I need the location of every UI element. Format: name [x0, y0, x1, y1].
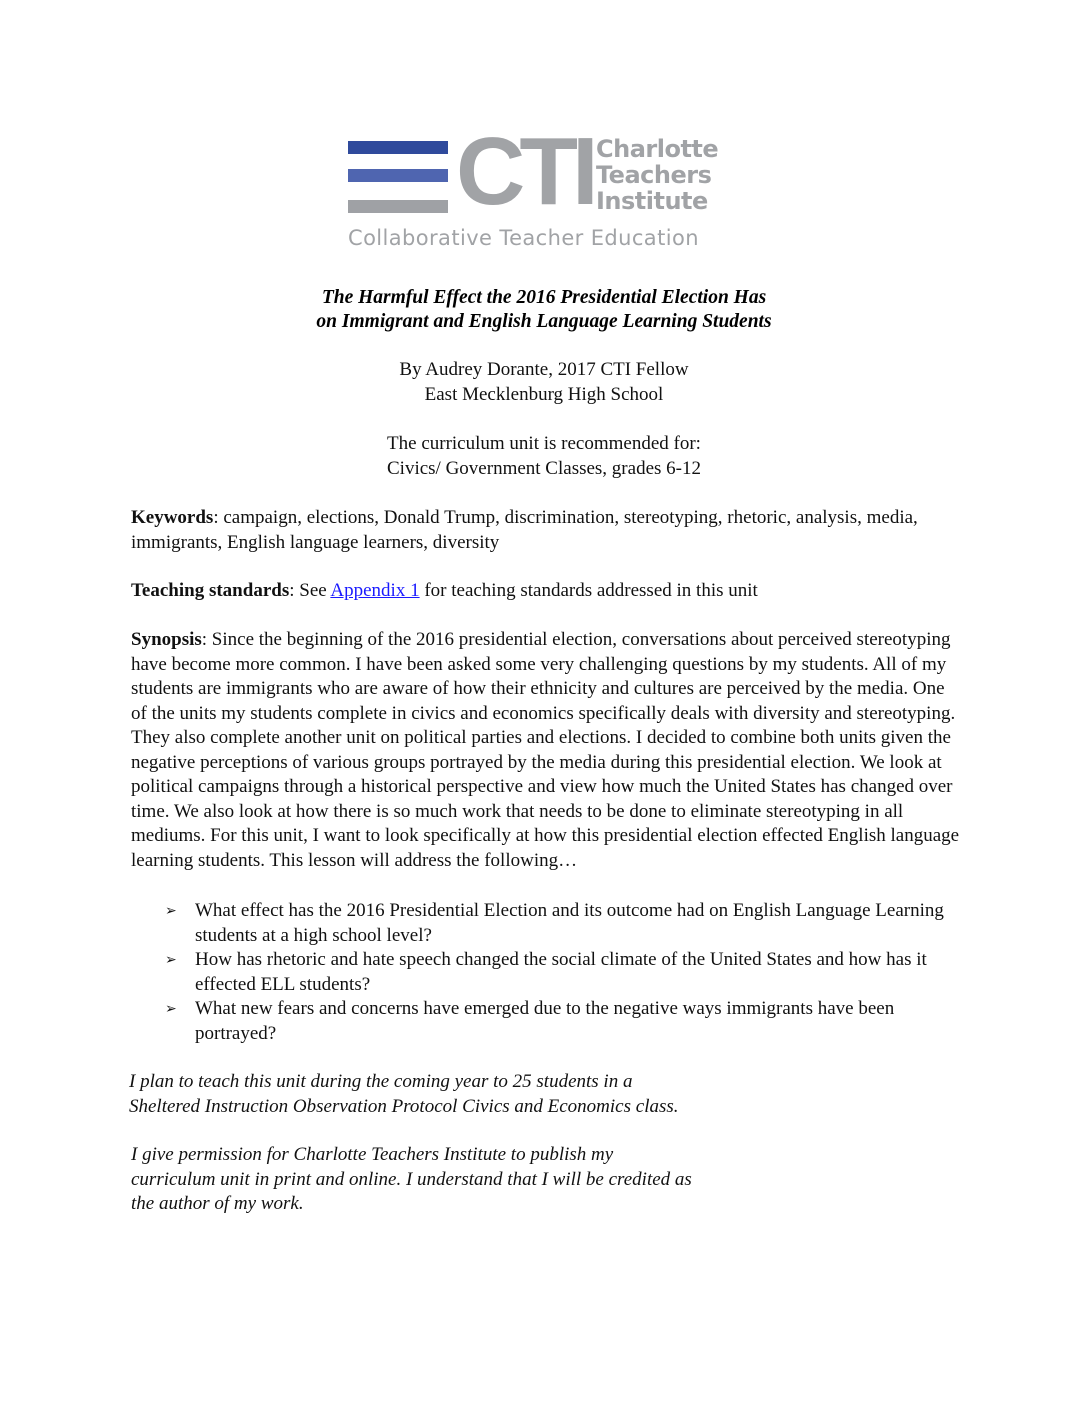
plan-statement	[129, 1070, 829, 1119]
list-item	[131, 997, 961, 1046]
list-item	[131, 899, 961, 948]
author-school: East Mecklenburg High School	[424, 383, 664, 405]
standards-prefix: : See	[289, 580, 331, 601]
question-text: How has rhetoric and hate speech changed the social climate of the United States and how has it effected ELL students?	[195, 949, 927, 995]
logo-tagline: Collaborative Teacher Education	[348, 226, 699, 250]
plan-line: I plan to teach this unit during the coming year to 25 students in a	[129, 1071, 633, 1092]
keywords-paragraph	[131, 506, 961, 555]
recommendation-block	[0, 432, 1088, 481]
synopsis-label: Synopsis	[131, 629, 202, 650]
logo-name-line: Charlotte	[596, 135, 719, 163]
permission-line: curriculum unit in print and online. I understand that I will be credited as	[131, 1168, 692, 1190]
keywords-label: Keywords	[131, 507, 214, 528]
question-text: What new fears and concerns have emerged due to the negative ways immigrants have been portrayed?	[195, 998, 895, 1044]
question-list	[131, 899, 961, 1046]
logo-name	[596, 136, 718, 214]
permission-statement	[131, 1143, 831, 1217]
permission-line: the author of my work.	[131, 1193, 304, 1214]
permission-line: I give permission for Charlotte Teachers Institute to publish my	[131, 1144, 614, 1165]
arrow-bullet-icon: ➢	[165, 903, 177, 919]
logo-bar-gray	[348, 200, 448, 213]
logo-bar-mid	[348, 169, 448, 182]
standards-label: Teaching standards	[131, 580, 290, 601]
arrow-bullet-icon: ➢	[165, 952, 177, 968]
synopsis-paragraph	[131, 628, 961, 873]
author-byline: By Audrey Dorante, 2017 CTI Fellow	[399, 359, 689, 380]
logo-bar-dark	[348, 141, 448, 154]
appendix-link[interactable]: Appendix 1	[330, 580, 420, 601]
standards-paragraph	[131, 579, 961, 604]
plan-line: Sheltered Instruction Observation Protocol Civics and Economics class.	[129, 1095, 679, 1117]
standards-suffix: for teaching standards addressed in this unit	[419, 580, 758, 601]
recommendation-line: Civics/ Government Classes, grades 6-12	[387, 457, 701, 479]
cti-logo	[348, 118, 738, 250]
title-line: on Immigrant and English Language Learning Students	[316, 311, 772, 332]
title-line: The Harmful Effect the 2016 Presidential Election Has	[321, 287, 767, 308]
list-item	[131, 948, 961, 997]
logo-name-line: Teachers	[596, 161, 712, 189]
document-title	[0, 286, 1088, 334]
keywords-text: : campaign, elections, Donald Trump, discrimination, stereotyping, rhetoric, analysis, media, immigrants, English language learners, diversity	[131, 507, 918, 553]
logo-acronym: CTI	[456, 118, 593, 225]
author-block	[0, 358, 1088, 407]
logo-name-line: Institute	[596, 187, 708, 215]
recommendation-line: The curriculum unit is recommended for:	[387, 433, 701, 454]
synopsis-text: : Since the beginning of the 2016 presidential election, conversations about perceived stereotyping have become more common. I have been asked some very challenging questions by my students. All of my students are immigrants who are aware of how their ethnicity and cultures are perceived by the media. One of the units my students complete in civics and economics specifically deals with diversity and stereotyping. They also complete another unit on political parties and elections. I decided to combine both units given the negative perceptions of various groups portrayed by the media during this presidential election. We look at political campaigns through a historical perspective and view how much the United States has changed over time. We also look at how there is so much work that needs to be done to eliminate stereotyping in all mediums. For this unit, I want to look specifically at how this presidential election effected English language learning students. This lesson will address the following…	[131, 629, 960, 871]
question-text: What effect has the 2016 Presidential Election and its outcome had on English Language Learning students at a high school level?	[195, 900, 944, 946]
arrow-bullet-icon: ➢	[165, 1001, 177, 1017]
